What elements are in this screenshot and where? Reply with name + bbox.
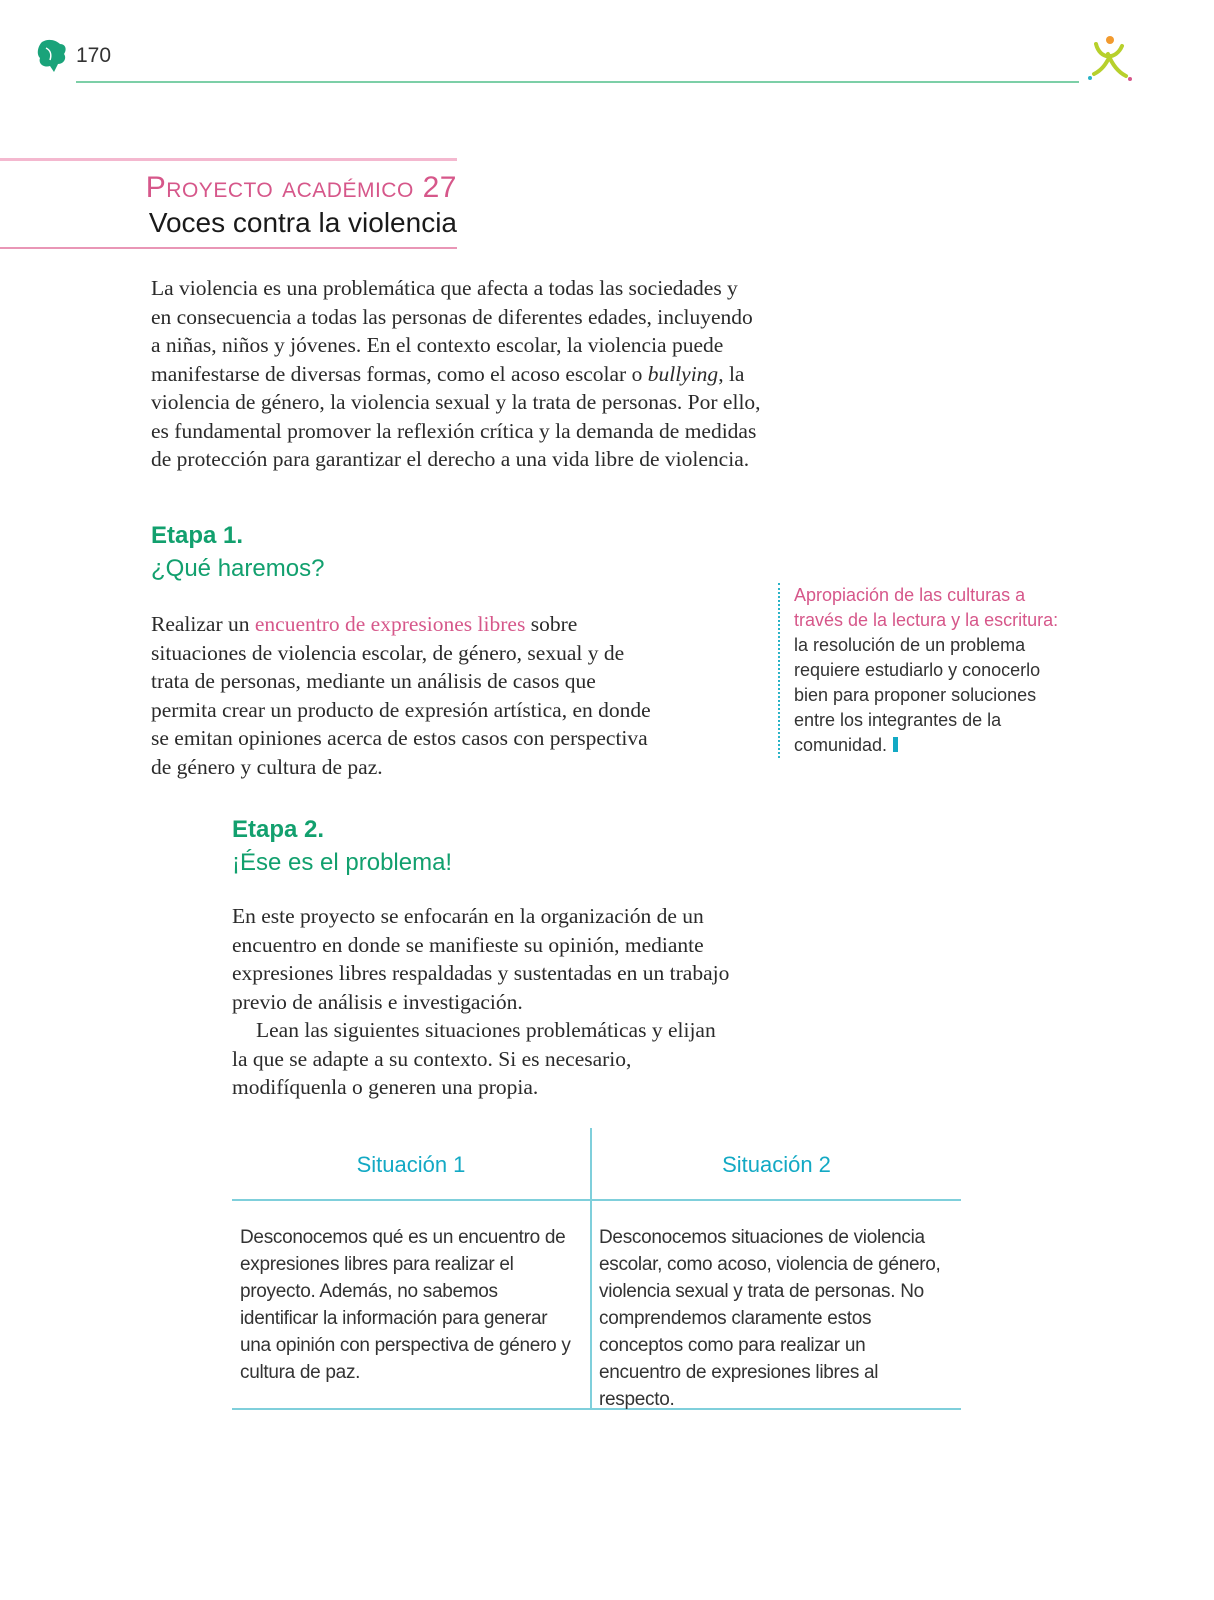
situation2-text: Desconocemos situaciones de violencia escolar, como acoso, violencia de género, violencia sexual y trata de personas. No comprendemos claramente estos conceptos como para realizar un encuentro de expresiones libres al respecto. <box>599 1227 941 1410</box>
page-number: 170 <box>76 44 112 67</box>
stage1-subtitle: ¿Qué haremos? <box>151 555 325 582</box>
project-title-block <box>0 158 457 249</box>
project-name-title: Voces contra la violencia <box>148 207 457 238</box>
situations-table <box>232 1128 961 1410</box>
person-logo-icon <box>1086 34 1138 86</box>
stage2-paragraph2: Lean las siguientes situaciones problemáticas y elijan la que se adapte a su contexto. Si es necesario, modifíquenla o generen una propia. <box>232 1018 716 1099</box>
stage2-subtitle: ¡Ése es el problema! <box>232 849 453 876</box>
stage1-title: Etapa 1. <box>151 522 244 549</box>
sidebar-text: la resolución de un problema requiere estudiarlo y conocerlo bien para proponer soluciones entre los integrantes de la comunidad. <box>794 635 1041 755</box>
sidebar-note <box>778 583 1064 758</box>
intro-text-part1: La violencia es una problemática que afecta a todas las sociedades y en consecuencia a todas las personas de diferentes edades, incluyendo a niñas, niños y jóvenes. En el contexto escolar, la violencia puede manifestarse de diversas formas, como el acoso escolar o <box>151 276 753 386</box>
sidebar-heading: Apropiación de las culturas a través de la lectura y la escritura: <box>794 585 1059 630</box>
intro-text-part2: , la violencia de género, la violencia sexual y la trata de personas. Por ello, es fundamental promover la reflexión crítica y la demanda de medidas de protección para garantizar el derecho a una vida libre de violencia. <box>151 361 761 471</box>
stage1-text-after: sobre situaciones de violencia escolar, de género, sexual y de trata de personas, mediante un análisis de casos que permita crear un producto de expresión artística, en donde se emitan opiniones acerca de estos casos con perspectiva de género y cultura de paz. <box>151 612 651 779</box>
situation1-text: Desconocemos qué es un encuentro de expresiones libres para realizar el proyecto. Además, no sabemos identificar la información para generar una opinión con perspectiva de género y cultura de paz. <box>240 1227 571 1383</box>
header-rule <box>76 81 1079 83</box>
stage1-paragraph <box>151 610 651 781</box>
map-leaf-icon <box>36 38 68 74</box>
stage2-title: Etapa 2. <box>232 816 325 843</box>
situation1-heading: Situación 1 <box>356 1152 466 1177</box>
glossary-link[interactable]: encuentro de expresiones libres <box>254 612 526 636</box>
intro-italic-term: bullying <box>647 361 719 386</box>
project-number-title: Proyecto académico 27 <box>145 171 457 204</box>
intro-paragraph <box>151 274 763 474</box>
stage1-text-before: Realizar un <box>151 612 255 636</box>
stage2-body <box>232 902 732 1102</box>
situation2-heading: Situación 2 <box>722 1152 831 1177</box>
stage2-paragraph1: En este proyecto se enfocarán en la organización de un encuentro en donde se manifieste su opinión, mediante expresiones libres respaldadas y sustentadas en un trabajo previo de análisis e investigación. <box>232 904 730 1014</box>
table-rule <box>232 1199 961 1201</box>
end-marker <box>893 737 898 752</box>
